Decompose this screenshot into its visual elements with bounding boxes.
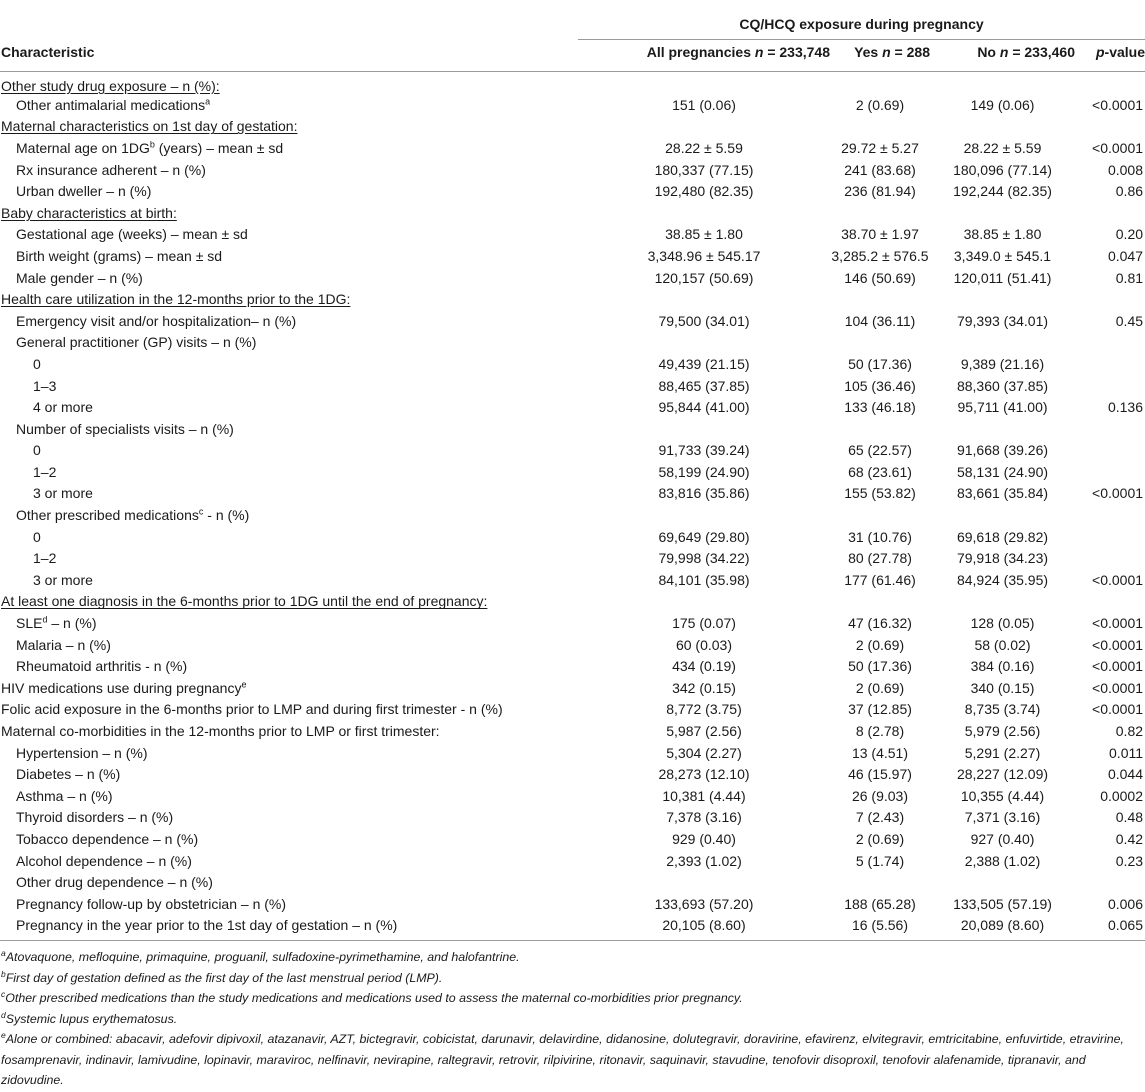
cell-no: 9,389 (21.16) xyxy=(960,355,1045,372)
cell-no: 38.85 ± 1.80 xyxy=(963,226,1042,243)
cell-pvalue: <0.0001 xyxy=(1092,485,1144,502)
cell-pvalue: 0.044 xyxy=(1107,766,1144,783)
table-row xyxy=(0,612,1145,634)
table-row xyxy=(0,655,1145,677)
table-row xyxy=(0,353,1145,375)
row-label: Malaria – n (%) xyxy=(16,636,111,653)
cell-yes: 105 (36.46) xyxy=(844,377,916,394)
cell-yes: 188 (65.28) xyxy=(844,895,916,912)
cell-all: 434 (0.19) xyxy=(672,658,736,675)
cell-all: 38.85 ± 1.80 xyxy=(665,226,743,243)
table-row xyxy=(0,569,1145,591)
cell-yes: 133 (46.18) xyxy=(844,399,916,416)
cell-yes: 13 (4.51) xyxy=(851,744,909,761)
cell-pvalue: 0.48 xyxy=(1115,809,1144,826)
row-label: Emergency visit and/or hospitalization– n (%) xyxy=(16,312,297,329)
cell-all: 133,693 (57.20) xyxy=(654,895,754,912)
row-label: Rx insurance adherent – n (%) xyxy=(16,161,206,178)
footnote-marker: a xyxy=(1,948,6,959)
row-label: Number of specialists visits – n (%) xyxy=(16,420,234,437)
cell-pvalue: <0.0001 xyxy=(1092,139,1144,156)
row-label: Rheumatoid arthritis - n (%) xyxy=(16,658,188,675)
cell-yes: 38.70 ± 1.97 xyxy=(841,226,919,243)
cell-yes xyxy=(830,504,930,526)
cell-yes: 50 (17.36) xyxy=(848,355,912,372)
cell-pvalue: 0.006 xyxy=(1107,895,1144,912)
cell-no: 5,979 (2.56) xyxy=(964,723,1041,740)
cell-pvalue xyxy=(1075,332,1145,354)
cell-pvalue: <0.0001 xyxy=(1092,636,1144,653)
cell-no xyxy=(930,871,1075,893)
cell-all: 88,465 (37.85) xyxy=(658,377,750,394)
cell-yes: 31 (10.76) xyxy=(848,528,912,545)
footnote xyxy=(1,968,1143,989)
row-label: Other drug dependence – n (%) xyxy=(16,874,213,891)
footnote xyxy=(1,947,1143,968)
table-row xyxy=(0,547,1145,569)
cell-no: 91,668 (39.26) xyxy=(956,442,1049,459)
cell-no: 95,711 (41.00) xyxy=(957,399,1048,416)
cell-pvalue xyxy=(1075,871,1145,893)
cell-pvalue xyxy=(1075,461,1145,483)
cell-pvalue: 0.0002 xyxy=(1100,787,1144,804)
footnote xyxy=(1,1009,1143,1030)
group-header xyxy=(578,0,1145,40)
footnote-marker: c xyxy=(198,506,204,517)
footnote-marker: b xyxy=(1,968,6,979)
row-label: 4 or more xyxy=(33,399,93,416)
row-label: 1–2 xyxy=(33,463,57,480)
cell-all: 8,772 (3.75) xyxy=(666,701,742,718)
cell-all: 20,105 (8.60) xyxy=(662,917,746,934)
cell-yes: 104 (36.11) xyxy=(844,312,916,329)
row-label: Other prescribed medications$^c$ - n (%) xyxy=(16,506,250,524)
cell-no: 3,349.0 ± 545.1 xyxy=(953,247,1052,264)
footnote xyxy=(1,988,1143,1009)
cell-yes: 2 (0.69) xyxy=(855,830,905,847)
cell-pvalue: <0.0001 xyxy=(1092,96,1144,113)
footnote-marker: e xyxy=(1,1030,6,1041)
footnote-text: First day of gestation defined as the first day of the last menstrual period (LMP). xyxy=(5,970,443,985)
section-row xyxy=(0,116,1145,138)
cell-yes: 5 (1.74) xyxy=(855,852,905,869)
row-label: Diabetes – n (%) xyxy=(16,766,121,783)
footnote-text: Systemic lupus erythematosus. xyxy=(5,1011,178,1026)
cell-pvalue: <0.0001 xyxy=(1092,571,1144,588)
table-row xyxy=(0,526,1145,548)
row-label: 3 or more xyxy=(33,485,93,502)
table-row xyxy=(0,180,1145,202)
footnote-marker: d xyxy=(42,614,48,625)
cell-all xyxy=(578,418,830,440)
cell-pvalue: 0.008 xyxy=(1107,161,1144,178)
cell-no: 79,918 (34.23) xyxy=(956,550,1049,567)
cell-yes: 177 (61.46) xyxy=(844,571,916,588)
cell-all: 3,348.96 ± 545.17 xyxy=(647,247,761,264)
row-label: 3 or more xyxy=(33,571,93,588)
table-row xyxy=(0,720,1145,742)
cell-no: 88,360 (37.85) xyxy=(956,377,1049,394)
cell-no: 192,244 (82.35) xyxy=(953,183,1052,200)
cell-no: 180,096 (77.14) xyxy=(953,161,1052,178)
section-heading: Baby characteristics at birth: xyxy=(1,204,177,221)
cell-pvalue: 0.136 xyxy=(1107,399,1144,416)
cell-all: 91,733 (39.24) xyxy=(658,442,750,459)
cell-yes: 2 (0.69) xyxy=(855,679,905,696)
cell-all: 151 (0.06) xyxy=(672,96,736,113)
cell-yes: 7 (2.43) xyxy=(855,809,905,826)
cell-all: 180,337 (77.15) xyxy=(654,161,754,178)
cell-pvalue: <0.0001 xyxy=(1092,658,1144,675)
cell-pvalue xyxy=(1075,526,1145,548)
cell-no: 69,618 (29.82) xyxy=(956,528,1049,545)
cell-yes: 29.72 ± 5.27 xyxy=(841,139,919,156)
row-label: 0 xyxy=(33,442,41,459)
cell-all: 79,998 (34.22) xyxy=(658,550,750,567)
cell-pvalue: 0.065 xyxy=(1107,917,1144,934)
cell-all: 10,381 (4.44) xyxy=(662,787,746,804)
cell-yes: 16 (5.56) xyxy=(851,917,909,934)
row-label: Birth weight (grams) – mean ± sd xyxy=(16,247,223,264)
cell-no: 340 (0.15) xyxy=(970,679,1035,696)
cell-no: 20,089 (8.60) xyxy=(960,917,1045,934)
row-label: 0 xyxy=(33,528,41,545)
cell-all: 83,816 (35.86) xyxy=(658,485,750,502)
cell-yes: 146 (50.69) xyxy=(844,269,916,286)
table-row xyxy=(0,807,1145,829)
table-row xyxy=(0,763,1145,785)
table-row xyxy=(0,828,1145,850)
cell-pvalue: 0.82 xyxy=(1115,723,1144,740)
table-row xyxy=(0,224,1145,246)
table-row xyxy=(0,245,1145,267)
cell-yes: 26 (9.03) xyxy=(851,787,909,804)
group-title: CQ/HCQ exposure during pregnancy xyxy=(578,16,1145,40)
cell-yes: 2 (0.69) xyxy=(855,96,905,113)
cell-all: 28,273 (12.10) xyxy=(658,766,750,783)
cell-no: 8,735 (3.74) xyxy=(964,701,1041,718)
row-label: Asthma – n (%) xyxy=(16,787,113,804)
cell-pvalue: 0.42 xyxy=(1115,830,1144,847)
section-row xyxy=(0,72,1145,95)
section-heading: Health care utilization in the 12-months prior to the 1DG: xyxy=(1,291,351,308)
footnote xyxy=(1,1029,1143,1091)
cell-no: 120,011 (51.41) xyxy=(953,269,1052,286)
cell-all xyxy=(578,504,830,526)
table-row xyxy=(0,310,1145,332)
cell-yes: 3,285.2 ± 576.5 xyxy=(831,247,929,264)
cell-all: 929 (0.40) xyxy=(672,830,736,847)
cell-yes: 37 (12.85) xyxy=(848,701,912,718)
table-row xyxy=(0,375,1145,397)
cell-all: 79,500 (34.01) xyxy=(658,312,750,329)
col-header-characteristic: Characteristic xyxy=(1,44,95,60)
cell-no: 58 (0.02) xyxy=(974,636,1031,653)
row-label: General practitioner (GP) visits – n (%) xyxy=(16,334,257,351)
section-row xyxy=(0,288,1145,310)
cell-no: 10,355 (4.44) xyxy=(960,787,1045,804)
table-row xyxy=(0,850,1145,872)
cell-pvalue xyxy=(1075,547,1145,569)
table-row xyxy=(0,871,1145,893)
cell-yes: 8 (2.78) xyxy=(855,723,905,740)
cell-no xyxy=(930,332,1075,354)
cell-yes: 68 (23.61) xyxy=(848,463,912,480)
footnote-marker: c xyxy=(1,989,6,1000)
cell-pvalue: <0.0001 xyxy=(1092,679,1144,696)
cell-all: 5,304 (2.27) xyxy=(666,744,742,761)
section-heading: Maternal characteristics on 1st day of gestation: xyxy=(1,118,298,135)
row-label: Maternal co-morbidities in the 12-months prior to LMP or first trimester: xyxy=(1,723,440,740)
cell-all: 69,649 (29.80) xyxy=(658,528,750,545)
table-row xyxy=(0,332,1145,354)
cell-pvalue: <0.0001 xyxy=(1092,615,1144,632)
row-label: Pregnancy in the year prior to the 1st day of gestation – n (%) xyxy=(16,917,398,934)
cell-all xyxy=(578,871,830,893)
table-row xyxy=(0,677,1145,699)
table-row xyxy=(0,504,1145,526)
table-row xyxy=(0,742,1145,764)
row-label: Other antimalarial medications$^a$ xyxy=(16,96,211,113)
footnote-marker: a xyxy=(205,96,211,107)
row-label: 1–2 xyxy=(33,550,57,567)
cell-yes: 2 (0.69) xyxy=(855,636,905,653)
cell-no: 133,505 (57.19) xyxy=(953,895,1052,912)
cell-all: 7,378 (3.16) xyxy=(666,809,742,826)
cell-pvalue: 0.20 xyxy=(1115,226,1144,243)
table-header xyxy=(0,0,1145,72)
cell-all: 58,199 (24.90) xyxy=(658,463,750,480)
table-row xyxy=(0,418,1145,440)
table-row xyxy=(0,137,1145,159)
cell-all: 84,101 (35.98) xyxy=(658,571,750,588)
table-row xyxy=(0,440,1145,462)
row-label: Maternal age on $1DG^b$ (years) – mean ± sd xyxy=(16,139,284,156)
table-row xyxy=(0,461,1145,483)
table-row xyxy=(0,699,1145,721)
footnote-marker: b xyxy=(149,139,155,150)
row-label: Thyroid disorders – n (%) xyxy=(16,809,174,826)
row-label: Male gender – n (%) xyxy=(16,269,143,286)
footnotes xyxy=(0,941,1145,1091)
table-row xyxy=(0,483,1145,505)
cell-pvalue: 0.45 xyxy=(1115,312,1144,329)
cell-no: 58,131 (24.90) xyxy=(956,463,1049,480)
cell-pvalue xyxy=(1075,504,1145,526)
cell-yes: 241 (83.68) xyxy=(844,161,916,178)
cell-yes: 80 (27.78) xyxy=(848,550,912,567)
cell-no: 28.22 ± 5.59 xyxy=(963,139,1042,156)
cell-no xyxy=(930,504,1075,526)
table-row xyxy=(0,396,1145,418)
table-body xyxy=(0,72,1145,937)
row-label: SLE$^d$ – n (%) xyxy=(16,614,97,632)
cell-all: 60 (0.03) xyxy=(675,636,733,653)
cell-no: 5,291 (2.27) xyxy=(964,744,1041,761)
row-label: Hypertension – n (%) xyxy=(16,744,148,761)
cell-all: 192,480 (82.35) xyxy=(654,183,754,200)
cell-all: 2,393 (1.02) xyxy=(666,852,742,869)
cell-no: 84,924 (35.95) xyxy=(956,571,1049,588)
cell-all: 120,157 (50.69) xyxy=(654,269,754,286)
table-row xyxy=(0,785,1145,807)
row-label: Gestational age (weeks) – mean ± sd xyxy=(16,226,248,243)
table-row xyxy=(0,634,1145,656)
cell-no xyxy=(930,418,1075,440)
cell-no: 83,661 (35.84) xyxy=(956,485,1049,502)
footnote-text: Atovaquone, mefloquine, primaquine, proguanil, sulfadoxine-pyrimethamine, and halofantrine. xyxy=(5,950,520,965)
cell-pvalue: 0.23 xyxy=(1115,852,1144,869)
footnote-marker: d xyxy=(1,1009,6,1020)
cell-yes: 236 (81.94) xyxy=(844,183,916,200)
cell-yes: 46 (15.97) xyxy=(848,766,912,783)
col-header-no: No n = 233,460 xyxy=(977,44,1075,60)
section-heading: Other study drug exposure – n (%): xyxy=(1,78,220,94)
cell-pvalue: 0.011 xyxy=(1109,744,1144,761)
row-label: Folic acid exposure in the 6-months prior to LMP and during first trimester - n (%) xyxy=(1,701,503,718)
row-label: 1–3 xyxy=(33,377,57,394)
table-row xyxy=(0,915,1145,937)
row-label: Alcohol dependence – n (%) xyxy=(16,852,192,869)
cell-yes xyxy=(830,332,930,354)
col-header-all: All pregnancies n = 233,748 xyxy=(646,44,830,60)
section-row xyxy=(0,591,1145,613)
col-header-pvalue: p-value xyxy=(1095,44,1145,60)
cell-pvalue xyxy=(1075,353,1145,375)
cell-pvalue xyxy=(1075,418,1145,440)
cell-yes: 65 (22.57) xyxy=(848,442,912,459)
cell-all: 28.22 ± 5.59 xyxy=(665,139,743,156)
cell-yes xyxy=(830,418,930,440)
table-row xyxy=(0,267,1145,289)
cell-no: 927 (0.40) xyxy=(970,830,1035,847)
table-row xyxy=(0,893,1145,915)
cell-no: 149 (0.06) xyxy=(970,96,1035,113)
cell-yes xyxy=(830,871,930,893)
cell-yes: 47 (16.32) xyxy=(848,615,912,632)
row-label: 0 xyxy=(33,355,41,372)
cell-pvalue: 0.047 xyxy=(1107,247,1144,264)
table-row xyxy=(0,94,1145,116)
cell-no: 28,227 (12.09) xyxy=(956,766,1049,783)
row-label: Tobacco dependence – n (%) xyxy=(16,830,199,847)
cell-all xyxy=(578,332,830,354)
footnote-text: Other prescribed medications than the study medications and medications used to assess the maternal co-morbidities prior pregnancy. xyxy=(5,991,743,1006)
cell-no: 2,388 (1.02) xyxy=(964,852,1041,869)
cell-yes: 50 (17.36) xyxy=(848,658,912,675)
cell-no: 79,393 (34.01) xyxy=(956,312,1049,329)
footnote-marker: e xyxy=(241,679,247,690)
cell-no: 128 (0.05) xyxy=(970,615,1035,632)
footnote-text: Alone or combined: abacavir, adefovir dipivoxil, atazanavir, AZT, bictegravir, cobicistat, darunavir, delavirdine, didanosine, dolutegravir, doravirine, efavirenz, elvitegravir, emtricitabine, enfuvirtide, etravirine, fosamprenavir, indinavir, lamivudine, lopinavir, maraviroc, nelfinavir, nevirapine, raltegravir, retrovir, rilpivirine, ritonavir, saquinavir, stavudine, tenofovir disoproxil, tenofovir alafenamide, tipranavir, and zidovudine. xyxy=(1,1032,1124,1088)
cell-all: 175 (0.07) xyxy=(672,615,736,632)
section-row xyxy=(0,202,1145,224)
cell-pvalue: 0.86 xyxy=(1115,183,1144,200)
cell-no: 384 (0.16) xyxy=(970,658,1035,675)
cell-all: 95,844 (41.00) xyxy=(658,399,750,416)
row-label: Pregnancy follow-up by obstetrician – n (%) xyxy=(16,895,287,912)
cell-all: 342 (0.15) xyxy=(672,679,736,696)
cell-all: 49,439 (21.15) xyxy=(658,355,750,372)
cell-yes: 155 (53.82) xyxy=(844,485,916,502)
cell-pvalue: 0.81 xyxy=(1115,269,1144,286)
section-heading: At least one diagnosis in the 6-months prior to 1DG until the end of pregnancy: xyxy=(1,593,488,610)
row-label: HIV medications use during pregnancy$^e$ xyxy=(1,679,247,696)
table-row xyxy=(0,159,1145,181)
cell-pvalue xyxy=(1075,440,1145,462)
cell-all: 5,987 (2.56) xyxy=(666,723,742,740)
cell-no: 7,371 (3.16) xyxy=(964,809,1041,826)
col-header-yes: Yes n = 288 xyxy=(854,44,930,60)
cell-pvalue xyxy=(1075,375,1145,397)
cell-pvalue: <0.0001 xyxy=(1092,701,1144,718)
row-label: Urban dweller – n (%) xyxy=(16,183,152,200)
